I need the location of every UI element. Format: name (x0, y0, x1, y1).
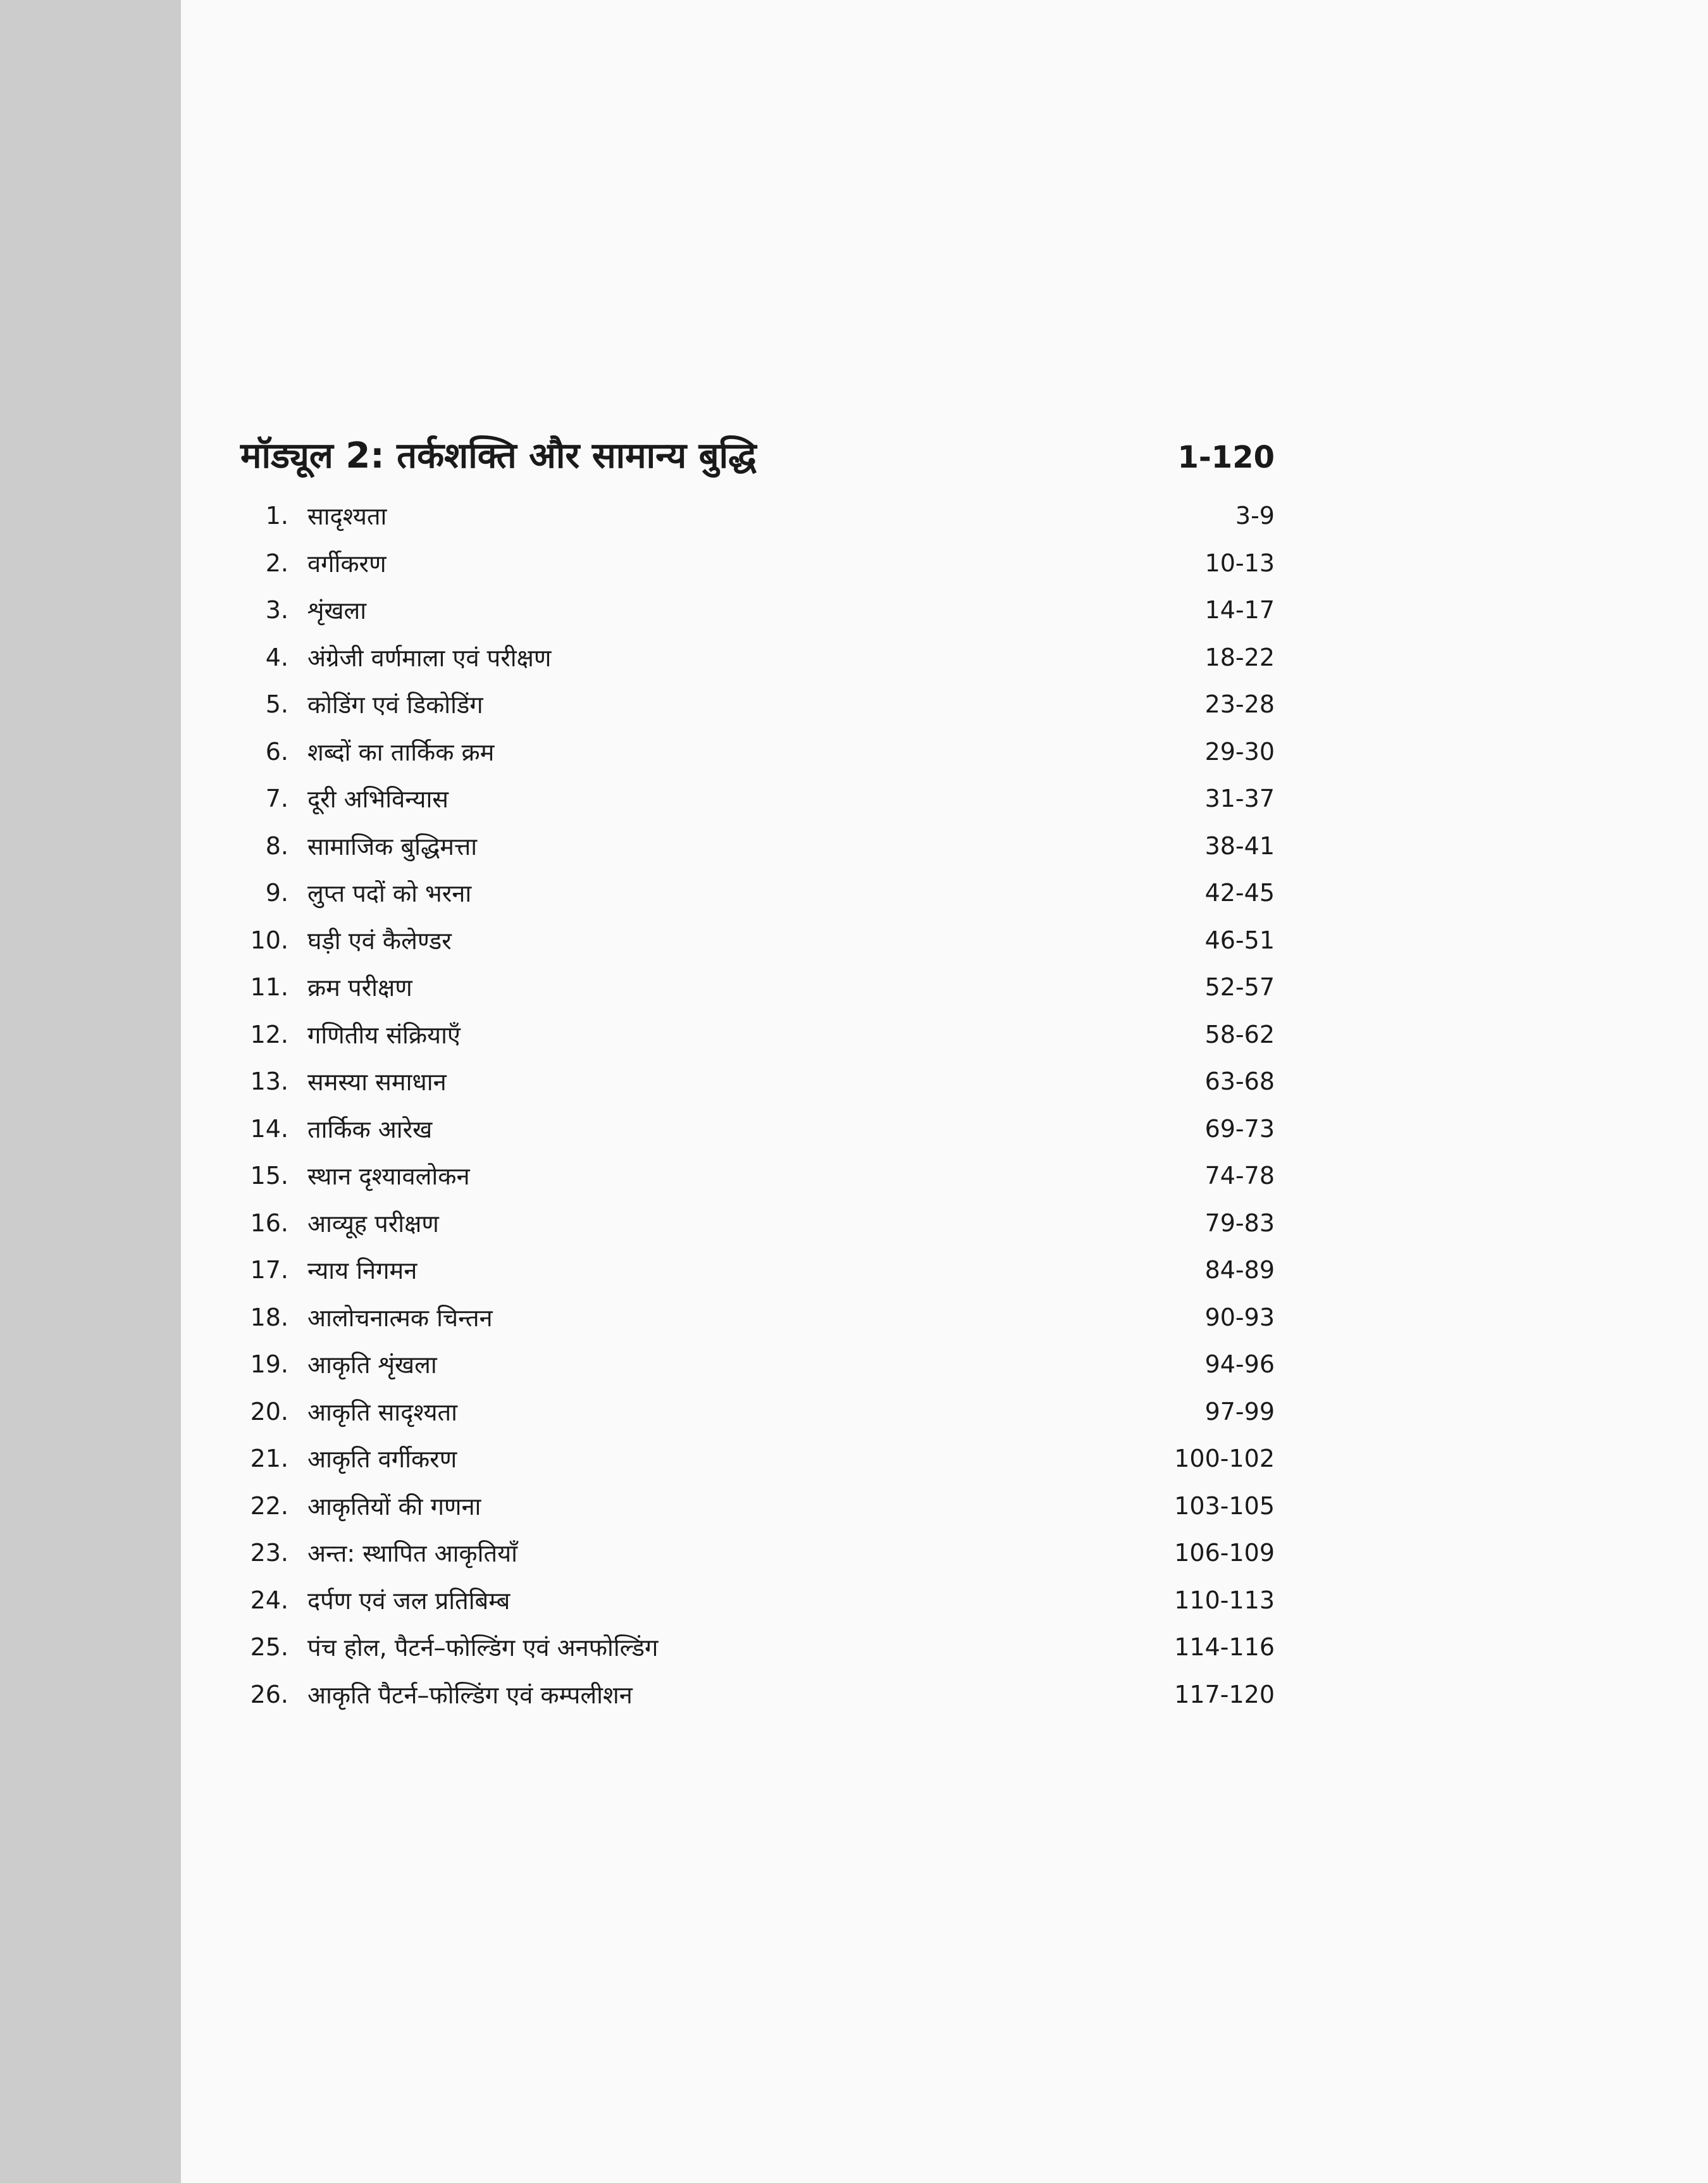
chapter-entry (240, 587, 1275, 634)
chapter-entry (240, 1011, 1275, 1059)
chapter-entry (240, 1341, 1275, 1388)
chapter-page-range: 52-57 (1204, 973, 1275, 1002)
chapter-title: सामाजिक बुद्धिमत्ता (307, 832, 478, 861)
chapter-number: 17. (250, 1256, 288, 1284)
chapter-number: 20. (250, 1397, 288, 1426)
chapter-title: आकृति सादृश्यता (307, 1398, 458, 1426)
chapter-number: 3. (265, 596, 288, 625)
chapter-page-range: 103-105 (1174, 1491, 1275, 1520)
chapter-number: 5. (265, 690, 288, 719)
chapter-number: 21. (250, 1445, 288, 1473)
chapter-title: दूरी अभिविन्यास (307, 785, 449, 814)
chapter-number: 25. (250, 1633, 288, 1662)
module-title: मॉड्यूल 2: तर्कशक्ति और सामान्य बुद्धि (240, 435, 757, 476)
table-of-contents (240, 430, 1275, 1718)
chapter-entry (240, 1577, 1275, 1624)
chapter-page-range: 58-62 (1204, 1020, 1275, 1048)
chapter-page-range: 114-116 (1174, 1633, 1275, 1662)
chapter-title: पंच होल, पैटर्न–फोल्डिंग एवं अनफोल्डिंग (307, 1634, 659, 1662)
chapter-list (240, 492, 1275, 1718)
chapter-title: अन्त: स्थापित आकृतियाँ (307, 1539, 517, 1568)
chapter-number: 8. (265, 831, 288, 860)
chapter-number: 23. (250, 1539, 288, 1567)
chapter-entry (240, 869, 1275, 917)
chapter-page-range: 10-13 (1204, 549, 1275, 577)
chapter-title: आकृति वर्गीकरण (307, 1445, 457, 1474)
chapter-page-range: 63-68 (1204, 1067, 1275, 1096)
chapter-page-range: 3-9 (1235, 502, 1275, 530)
chapter-entry (240, 1058, 1275, 1105)
chapter-entry (240, 1200, 1275, 1247)
chapter-title: शृंखला (307, 597, 367, 625)
chapter-title: सादृश्यता (307, 502, 387, 531)
chapter-page-range: 110-113 (1174, 1586, 1275, 1614)
chapter-entry (240, 1435, 1275, 1483)
chapter-page-range: 90-93 (1204, 1303, 1275, 1331)
chapter-page-range: 79-83 (1204, 1209, 1275, 1237)
chapter-number: 22. (250, 1491, 288, 1520)
chapter-page-range: 84-89 (1204, 1256, 1275, 1284)
chapter-entry (240, 634, 1275, 681)
chapter-title: आव्यूह परीक्षण (307, 1209, 439, 1238)
chapter-entry (240, 492, 1275, 540)
chapter-number: 11. (250, 973, 288, 1002)
chapter-entry (240, 1247, 1275, 1294)
chapter-page-range: 117-120 (1174, 1680, 1275, 1708)
chapter-number: 7. (265, 785, 288, 813)
chapter-entry (240, 823, 1275, 870)
chapter-title: लुप्त पदों को भरना (307, 880, 472, 908)
chapter-page-range: 18-22 (1204, 643, 1275, 671)
chapter-title: घड़ी एवं कैलेण्डर (307, 926, 452, 955)
chapter-page-range: 74-78 (1204, 1162, 1275, 1190)
chapter-page-range: 106-109 (1174, 1539, 1275, 1567)
chapter-number: 15. (250, 1162, 288, 1190)
chapter-number: 14. (250, 1114, 288, 1143)
chapter-number: 1. (265, 502, 288, 530)
module-heading (240, 430, 1275, 486)
module-page-range: 1-120 (1177, 440, 1275, 475)
chapter-page-range: 29-30 (1204, 737, 1275, 766)
chapter-number: 16. (250, 1209, 288, 1237)
chapter-title: न्याय निगमन (307, 1257, 418, 1285)
chapter-entry (240, 1152, 1275, 1200)
chapter-number: 24. (250, 1586, 288, 1614)
chapter-number: 10. (250, 926, 288, 954)
chapter-title: आकृतियों की गणना (307, 1492, 481, 1521)
chapter-entry (240, 964, 1275, 1011)
chapter-entry (240, 1483, 1275, 1530)
chapter-entry (240, 1671, 1275, 1719)
chapter-entry (240, 1529, 1275, 1577)
chapter-title: आकृति पैटर्न–फोल्डिंग एवं कम्पलीशन (307, 1681, 633, 1709)
chapter-number: 12. (250, 1020, 288, 1048)
chapter-title: आलोचनात्मक चिन्तन (307, 1303, 493, 1332)
chapter-title: वर्गीकरण (307, 549, 387, 578)
chapter-entry (240, 540, 1275, 587)
chapter-number: 4. (265, 643, 288, 671)
chapter-number: 19. (250, 1350, 288, 1379)
chapter-entry (240, 728, 1275, 776)
chapter-title: आकृति शृंखला (307, 1351, 437, 1379)
chapter-entry (240, 1624, 1275, 1671)
chapter-page-range: 14-17 (1204, 596, 1275, 625)
chapter-number: 9. (265, 879, 288, 907)
chapter-page-range: 46-51 (1204, 926, 1275, 954)
chapter-title: अंग्रेजी वर्णमाला एवं परीक्षण (307, 644, 552, 672)
chapter-entry (240, 1105, 1275, 1153)
chapter-page-range: 69-73 (1204, 1114, 1275, 1143)
chapter-page-range: 38-41 (1204, 831, 1275, 860)
chapter-title: शब्दों का तार्किक क्रम (307, 738, 495, 766)
chapter-page-range: 100-102 (1174, 1445, 1275, 1473)
chapter-page-range: 97-99 (1204, 1397, 1275, 1426)
chapter-entry (240, 1294, 1275, 1341)
chapter-entry (240, 917, 1275, 964)
chapter-title: कोडिंग एवं डिकोडिंग (307, 691, 483, 719)
chapter-title: स्थान दृश्यावलोकन (307, 1162, 470, 1191)
chapter-title: तार्किक आरेख (307, 1115, 433, 1143)
chapter-number: 26. (250, 1680, 288, 1708)
page-margin-band (0, 0, 181, 2183)
chapter-number: 2. (265, 549, 288, 577)
chapter-title: समस्या समाधान (307, 1068, 447, 1097)
chapter-page-range: 31-37 (1204, 785, 1275, 813)
chapter-number: 13. (250, 1067, 288, 1096)
chapter-title: क्रम परीक्षण (307, 974, 412, 1002)
chapter-title: दर्पण एवं जल प्रतिबिम्ब (307, 1586, 511, 1615)
chapter-page-range: 94-96 (1204, 1350, 1275, 1379)
chapter-title: गणितीय संक्रियाएँ (307, 1021, 461, 1049)
chapter-entry (240, 681, 1275, 728)
chapter-entry (240, 1388, 1275, 1436)
chapter-number: 18. (250, 1303, 288, 1331)
chapter-entry (240, 775, 1275, 823)
chapter-page-range: 23-28 (1204, 690, 1275, 719)
chapter-number: 6. (265, 737, 288, 766)
chapter-page-range: 42-45 (1204, 879, 1275, 907)
